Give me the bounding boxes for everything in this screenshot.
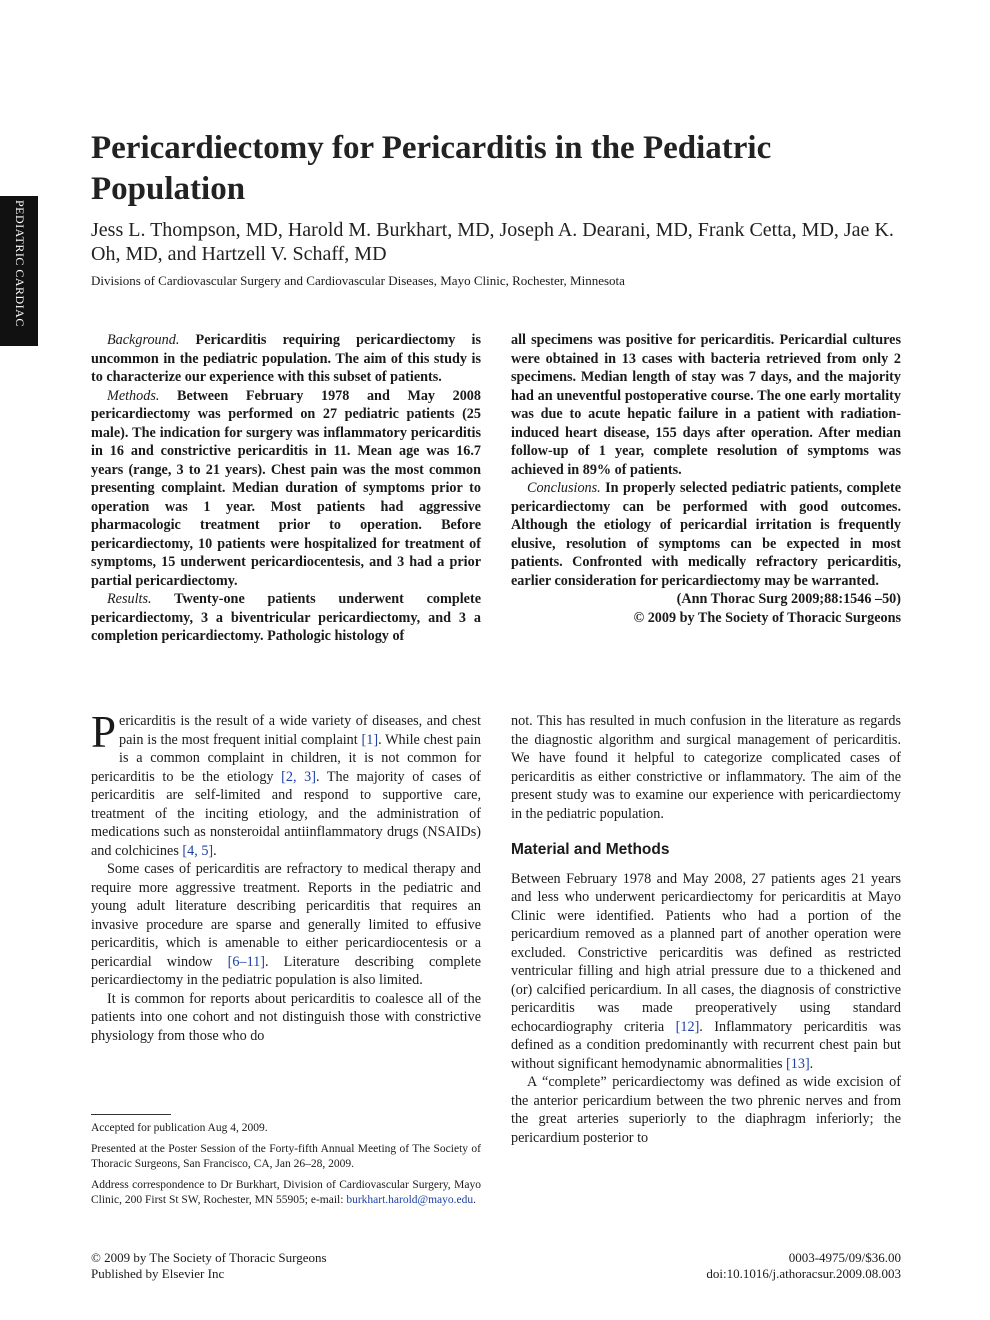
results-label: Results. [107, 591, 152, 607]
footer-right [611, 1250, 901, 1282]
journal-citation: (Ann Thorac Surg 2009;88:1546 –50) [676, 591, 901, 607]
reference-link[interactable]: [2, 3] [281, 768, 316, 785]
correspondence-note: Address correspondence to Dr Burkhart, Division of Cardiovascular Surgery, Mayo Clinic, 200 First St SW, Rochester, MN 55905; e-mail: burkhart.harold@mayo.edu. [91, 1179, 481, 1206]
methods-label: Methods. [107, 387, 160, 404]
email-link[interactable]: burkhart.harold@mayo.edu [346, 1194, 474, 1206]
abstract-results [91, 590, 481, 646]
abstract-results-continued: all specimens was positive for pericarditis. Pericardial cultures were obtained in 13 cases with bacteria retrieved from only 2 specimens. Median length of stay was 7 days, and the majority had an uneventful postoperative course. The one early mortality was due to acute hepatic failure in a patient with radiation-induced heart disease, 155 days after operation. After median follow-up of 1 year, complete resolution of symptoms was achieved in 89% of patients. [511, 332, 901, 478]
author-list: Jess L. Thompson, MD, Harold M. Burkhart, MD, Joseph A. Dearani, MD, Frank Cetta, MD, Jae K. Oh, MD, and Hartzell V. Schaff, MD [91, 219, 894, 265]
abstract-right-column [511, 331, 901, 627]
footer-doi: doi:10.1016/j.athoracsur.2009.08.003 [706, 1266, 901, 1281]
abstract-methods [91, 387, 481, 591]
background-label: Background. [107, 332, 180, 348]
background-text: Pericarditis requiring pericardiectomy is uncommon in the pediatric population. The aim of this study is to characterize our experience with this subset of patients. [91, 332, 481, 385]
reference-link[interactable]: [4, 5] [182, 842, 214, 859]
abstract-copyright: © 2009 by The Society of Thoracic Surgeons [633, 609, 901, 626]
affiliation: Divisions of Cardiovascular Surgery and Cardiovascular Diseases, Mayo Clinic, Rochester, Minnesota [91, 273, 625, 288]
footnotes [91, 1121, 481, 1214]
footer-issn: 0003-4975/09/$36.00 [788, 1250, 901, 1265]
abstract-left-column [91, 331, 481, 646]
reference-link[interactable]: [13] [786, 1055, 810, 1072]
intro-paragraph-2: Some cases of pericarditis are refractory to medical therapy and require more aggressive treatment. Reports in the pediatric and young adult literature describing pericarditis that requires an invasive procedure are sparse and generally limited to effusive pericarditis, which is amenable to either pericardiocentesis or a pericardial window [6–11]. Literature describing complete pericardiectomy in the pediatric population is also limited. [91, 861, 481, 988]
article-title: Pericardiectomy for Pericarditis in the Pediatric Population [91, 130, 772, 207]
methods-text: Between February 1978 and May 2008 pericardiectomy was performed on 27 pediatric patients (25 male). The indication for surgery was inflammatory pericarditis in 16 and constrictive pericarditis in 11. Mean age was 16.7 years (range, 3 to 21 years). Chest pain was the most common presenting complaint. Median duration of symptoms prior to operation was 1 year. Most patients had aggressive pharmacologic treatment prior to operation. Before pericardiectomy, 10 patients were hospitalized for treatment of symptoms, 15 underwent pericardiocentesis, and 3 had a prior partial pericardiectomy. [91, 387, 481, 589]
results-text: Twenty-one patients underwent complete pericardiectomy, 3 a biventricular pericardiectomy, and 3 a completion pericardiectomy. Pathologic histology of [91, 591, 481, 644]
accepted-note: Accepted for publication Aug 4, 2009. [91, 1122, 268, 1134]
footer-copyright: © 2009 by The Society of Thoracic Surgeons [91, 1250, 327, 1265]
reference-link[interactable]: [1] [361, 731, 379, 748]
reference-link[interactable]: [6–11] [227, 953, 265, 970]
intro-paragraph-4: not. This has resulted in much confusion in the literature as regards the diagnostic algorithm and surgical management of pericarditis. We have found it helpful to categorize complicated cases of pericarditis as either constrictive or inflammatory. The aim of the present study was to examine our experience with pericardiectomy in the pediatric population. [511, 713, 901, 822]
abstract-conclusions [511, 479, 901, 590]
footnote-divider [91, 1114, 171, 1115]
methods-paragraph-2: A “complete” pericardiectomy was defined as wide excision of the anterior pericardium between the two phrenic nerves and from the great arteries superiorly to the diaphragm inferiorly; the pericardium posterior to [511, 1074, 901, 1146]
methods-paragraph-1: Between February 1978 and May 2008, 27 patients ages 21 years and less who underwent pericardiectomy for pericarditis at Mayo Clinic were identified. Patients who had a portion of the pericardium removed as a planned part of another operation were excluded. Constrictive pericarditis was defined as restricted ventricular filling and high atrial pressure due to a thickened and (or) calcified pericardium. In all cases, the diagnosis of constrictive pericarditis was made preoperatively using standard echocardiography criteria [12]. Inflammatory pericarditis was defined as a condition predominantly with recurrent chest pain but without significant hemodynamic abnormalities [13]. [511, 870, 902, 1072]
section-tab-label: PEDIATRIC CARDIAC [13, 200, 27, 327]
body-left-column [91, 707, 481, 1045]
conclusions-text: In properly selected pediatric patients, complete pericardiectomy can be performed with good outcomes. Although the etiology of pericardial irritation is frequently elusive, resolution of symptoms can be expected in most patients. Confronted with medically refractory pericarditis, earlier consideration for pericardiectomy may be warranted. [511, 480, 901, 589]
body-right-column [511, 712, 901, 1147]
footer-publisher: Published by Elsevier Inc [91, 1266, 225, 1281]
reference-link[interactable]: [12] [675, 1018, 700, 1035]
intro-paragraph-1: Pericarditis is the result of a wide variety of diseases, and chest pain is the most frequent initial complaint [1]. While chest pain is a common complaint in children, it is not common for pericarditis to be the etiology [2, 3]. The majority of cases of pericarditis are self-limited and respond to supportive care, treatment of the inciting etiology, and the administration of medications such as nonsteroidal antiinflammatory drugs (NSAIDs) and colchicines [4, 5]. [91, 707, 481, 859]
conclusions-label: Conclusions. [527, 480, 601, 496]
intro-paragraph-3: It is common for reports about pericarditis to coalesce all of the patients into one cohort and not distinguish those with constrictive physiology from those who do [91, 990, 481, 1044]
abstract-background [91, 331, 481, 387]
section-heading: Material and Methods [511, 841, 670, 858]
footer-left [91, 1250, 327, 1282]
drop-cap: P [91, 707, 117, 757]
presented-note: Presented at the Poster Session of the Forty-fifth Annual Meeting of The Society of Thoracic Surgeons, San Francisco, CA, Jan 26–28, 2009. [91, 1143, 481, 1170]
section-tab [0, 196, 38, 346]
